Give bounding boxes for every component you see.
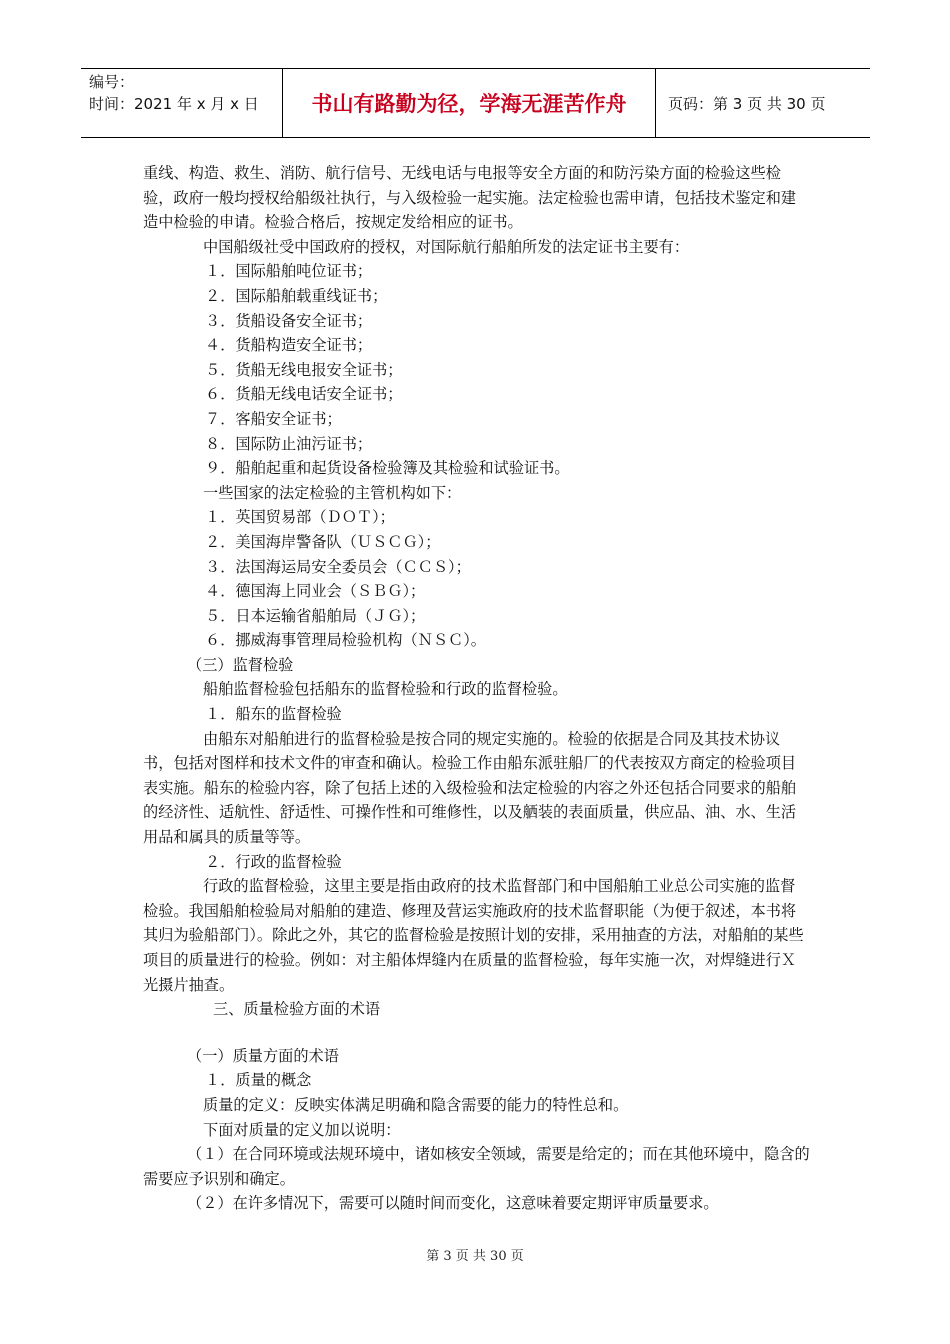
paragraph: 下面对质量的定义加以说明： [203,1120,401,1139]
document-body [143,161,810,1216]
list-item: ６．货船无线电话安全证书； [205,385,403,404]
list-item: ９．船舶起重和起货设备检验簿及其检验和试验证书。 [205,459,570,478]
numbered-note: （１）在合同环境或法规环境中，诸如核安全领域，需要是给定的；而在其他环境中，隐含的需要应予识别和确定。 [143,1145,810,1188]
list-item: ５．日本运输省船舶局（ＪＧ）； [205,606,426,625]
page-header [81,68,870,138]
agency-list [143,505,810,653]
header-page-label: 页码：第 3 页 共 30 页 [668,94,826,113]
section-heading: （一）质量方面的术语 [187,1046,339,1065]
certificate-list [143,259,810,480]
list-item: ４．货船构造安全证书； [205,336,373,355]
list-item: ５．货船无线电报安全证书； [205,360,403,379]
motto: 书山有路勤为径，学海无涯苦作舟 [283,69,656,137]
list-item: ２．美国海岸警备队（ＵＳＣＧ）； [205,532,441,551]
paragraph: 质量的定义：反映实体满足明确和隐含需要的能力的特性总和。 [203,1095,629,1114]
subsection-heading: ２．行政的监督检验 [205,852,342,871]
paragraph: 行政的监督检验，这里主要是指由政府的技术监督部门和中国船舶工业总公司实施的监督检验。我国船舶检验局对船舶的建造、修理及营运实施政府的技术监督职能（为便于叙述，本书将其归为验船部门）。除此之外，其它的监督检验是按照计划的安排，采用抽查的方法，对船舶的某些项目的质量进行的检验。例如：对主船体焊缝内在质量的监督检验，每年实施一次，对焊缝进行Ｘ光摄片抽查。 [143,877,804,994]
list-item: ８．国际防止油污证书； [205,434,373,453]
paragraph: 一些国家的法定检验的主管机构如下： [203,483,462,502]
subsection-heading: １．船东的监督检验 [205,705,342,724]
paragraph: 重线、构造、救生、消防、航行信号、无线电话与电报等安全方面的和防污染方面的检验这些检验，政府一般均授权给船级社执行，与入级检验一起实施。法定检验也需申请，包括技术鉴定和建造中检验的申请。检验合格后，按规定发给相应的证书。 [143,164,797,232]
list-item: １．英国贸易部（ＤＯＴ）； [205,508,395,527]
code-label: 编号： [89,73,135,91]
list-item: ３．法国海运局安全委员会（ＣＣＳ）； [205,557,471,576]
list-item: ６．挪威海事管理局检验机构（ＮＳＣ）。 [205,631,486,650]
header-meta [81,69,283,137]
list-item: ４．德国海上同业会（ＳＢＧ）； [205,582,426,601]
paragraph: 船舶监督检验包括船东的监督检验和行政的监督检验。 [203,680,568,699]
numbered-note: （２）在许多情况下，需要可以随时间而变化，这意味着要定期评审质量要求。 [187,1194,719,1213]
time-label: 时间：2021 年 x 月 x 日 [89,95,259,113]
subsection-heading: １．质量的概念 [205,1071,312,1090]
page-footer: 第 3 页 共 30 页 [426,1249,524,1264]
list-item: ７．客船安全证书； [205,409,342,428]
section-heading: （三）监督检验 [187,655,294,674]
list-item: ２．国际船舶载重线证书； [205,286,388,305]
paragraph: 由船东对船舶进行的监督检验是按合同的规定实施的。检验的依据是合同及其技术协议书，包括对图样和技术文件的审查和确认。检验工作由船东派驻船厂的代表按双方商定的检验项目表实施。船东的检验内容，除了包括上述的入级检验和法定检验的内容之外还包括合同要求的船舶的经济性、适航性、舒适性、可操作性和可维修性，以及舾装的表面质量，供应品、油、水、生活用品和属具的质量等等。 [143,729,797,847]
chapter-heading: 三、质量检验方面的术语 [213,1000,381,1019]
list-item: ３．货船设备安全证书； [205,311,373,330]
paragraph: 中国船级社受中国政府的授权，对国际航行船舶所发的法定证书主要有： [203,237,689,256]
list-item: １．国际船舶吨位证书； [205,262,373,281]
